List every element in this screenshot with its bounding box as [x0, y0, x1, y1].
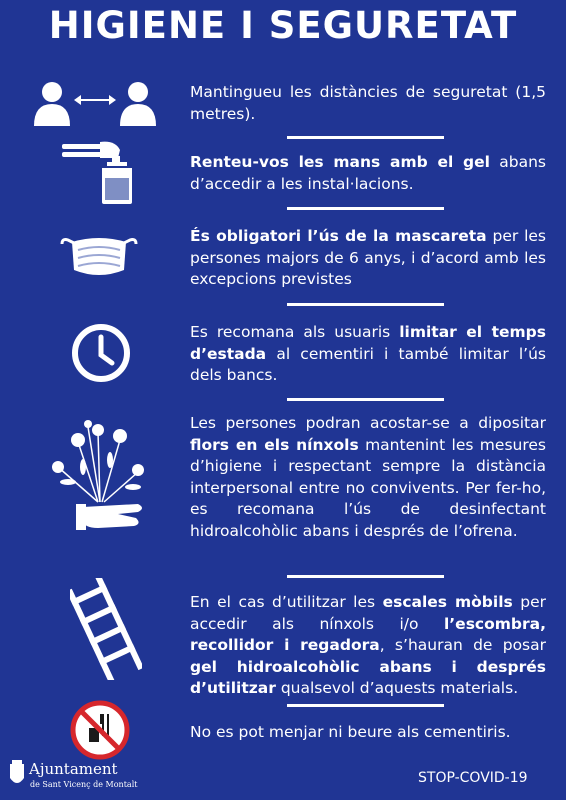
body-text: qualsevol d’aquests materials.: [275, 679, 519, 697]
body-text: Les persones podran acostar-se a dipositar: [190, 414, 546, 432]
town-crest-icon: [8, 760, 26, 790]
no-eating-drinking-icon: [70, 700, 130, 760]
body-text: Mantingueu les distàncies de seguretat (1,5 metres).: [190, 83, 546, 123]
body-text: per accedir als nínxols i/o: [190, 593, 546, 633]
highlight-text: limitar el temps d’estada: [190, 323, 546, 363]
ladder-icon: [70, 578, 142, 680]
highlight-text: És obligatori l’ús de la mascareta: [190, 227, 487, 245]
highlight-text: l’escombra, recollidor i regadora: [190, 614, 546, 654]
divider: [287, 704, 444, 707]
divider: [287, 136, 444, 139]
highlight-text: flors en els nínxols: [190, 435, 359, 454]
divider: [287, 575, 444, 578]
campaign-label: STOP-COVID-19: [418, 770, 528, 786]
body-text: , s’hauran de posar: [379, 636, 547, 654]
logo-subtitle: de Sant Vicenç de Montalt: [30, 780, 138, 789]
body-text: al cementiri i també limitar l’ús dels bancs.: [190, 344, 546, 384]
divider: [287, 303, 444, 306]
rule-flowers-text: [190, 413, 546, 542]
face-mask-icon: [58, 232, 140, 280]
body-text: En el cas d’utilitzar les: [190, 593, 383, 611]
body-text: abans d’accedir a les instal·lacions.: [190, 153, 546, 193]
divider: [287, 398, 444, 401]
body-text: per les persones majors de 6 anys, i d’acord amb les excepcions previstes: [190, 227, 546, 288]
rule-no-eating-text: [190, 722, 546, 744]
rule-ladder-text: [190, 592, 546, 700]
logo-name: Ajuntament: [29, 760, 118, 778]
rule-distance-text: [190, 82, 546, 125]
divider: [287, 207, 444, 210]
highlight-text: gel hidroalcohòlic abans i després d’utilitzar: [190, 657, 546, 697]
page-title: HIGIENE I SEGURETAT: [48, 4, 518, 47]
body-text: Es recomana als usuaris: [190, 323, 400, 341]
body-text: No es pot menjar ni beure als cementiris.: [190, 723, 511, 741]
body-text: mantenint les mesures d’higiene i respectant sempre la distància interpersonal entre no convivents. Per fer-ho, es recomana l’ús de desinfectant hidroalcohòlic abans i després de l’ofrena.: [190, 435, 546, 540]
social-distance-icon: [30, 78, 165, 130]
hand-sanitizer-icon: [60, 138, 135, 206]
highlight-text: Renteu-vos les mans amb el gel: [190, 153, 490, 171]
rule-time-text: [190, 322, 546, 387]
rule-hands-text: [190, 152, 546, 195]
clock-icon: [70, 322, 132, 384]
flowers-hand-icon: [38, 412, 158, 542]
rule-mask-text: [190, 226, 546, 291]
highlight-text: escales mòbils: [382, 593, 513, 611]
